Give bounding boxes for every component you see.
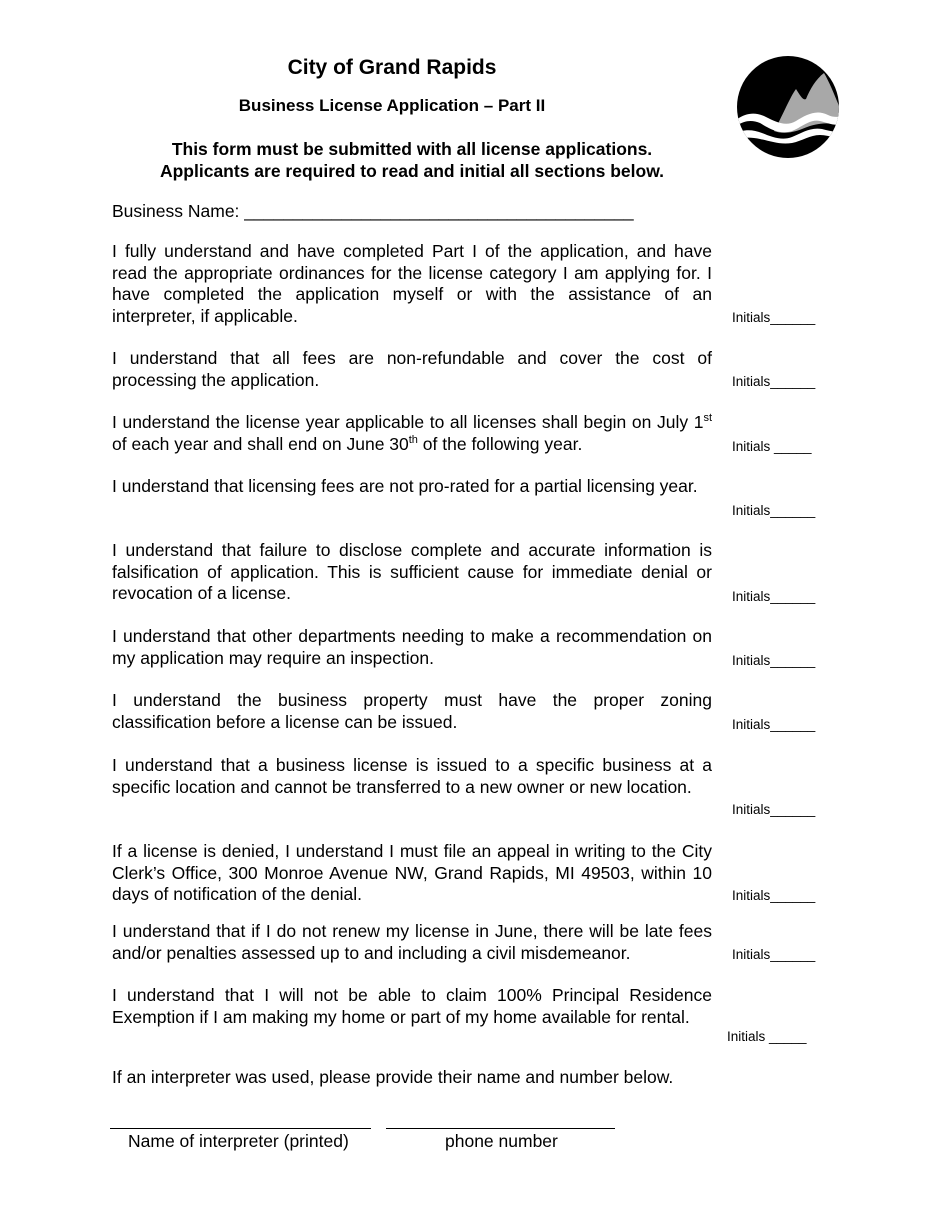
initials-field-5[interactable]: Initials______ bbox=[732, 589, 816, 604]
statement-11: I understand that I will not be able to claim 100% Principal Residence Exemption if I am making my home or part of my home available for rental. bbox=[112, 985, 712, 1027]
initials-field-10[interactable]: Initials______ bbox=[732, 947, 816, 962]
statement-5: I understand that failure to disclose complete and accurate information is falsification of application. This is sufficient cause for immediate denial or revocation of a license. bbox=[112, 540, 712, 603]
initials-field-11[interactable]: Initials _____ bbox=[727, 1029, 807, 1044]
initials-field-6[interactable]: Initials______ bbox=[732, 653, 816, 668]
statement-3-text-a: I understand the license year applicable to all licenses shall begin on July 1 bbox=[112, 412, 704, 432]
statement-10: I understand that if I do not renew my license in June, there will be late fees and/or penalties assessed up to and including a civil misdemeanor. bbox=[112, 921, 712, 963]
statement-3-text-c: of the following year. bbox=[417, 433, 583, 454]
form-subtitle: Business License Application – Part II bbox=[238, 96, 546, 115]
statement-3 bbox=[112, 412, 712, 455]
initials-field-8[interactable]: Initials______ bbox=[732, 802, 816, 817]
statement-9: If a license is denied, I understand I must file an appeal in writing to the City Clerk’s Office, 300 Monroe Avenue NW, Grand Rapids, MI 49503, within 10 days of notification of the denial. bbox=[112, 841, 712, 904]
initials-field-7[interactable]: Initials______ bbox=[732, 717, 816, 732]
initials-field-2[interactable]: Initials______ bbox=[732, 374, 816, 389]
statement-3-sup-th: th bbox=[408, 433, 418, 446]
initials-field-3[interactable]: Initials _____ bbox=[732, 439, 812, 454]
statement-2: I understand that all fees are non-refundable and cover the cost of processing the application. bbox=[112, 348, 712, 390]
statement-3-text-b: of each year and shall end on June 30 bbox=[112, 433, 409, 454]
notice-line-1: This form must be submitted with all license applications. bbox=[171, 139, 653, 159]
statement-8: I understand that a business license is issued to a specific business at a specific location and cannot be transferred to a new owner or new location. bbox=[112, 755, 712, 797]
page-title: City of Grand Rapids bbox=[287, 56, 497, 79]
notice-line-2: Applicants are required to read and initial all sections below. bbox=[159, 161, 665, 181]
initials-field-1[interactable]: Initials______ bbox=[732, 310, 816, 325]
initials-field-9[interactable]: Initials______ bbox=[732, 888, 816, 903]
statement-1: I fully understand and have completed Part I of the application, and have read the appropriate ordinances for the license category I am applying for. I have completed the application myself or with the assistance of an interpreter, if applicable. bbox=[112, 241, 712, 326]
interpreter-phone-label: phone number bbox=[445, 1131, 558, 1151]
business-name-field[interactable]: Business Name: ________________________________________ bbox=[112, 201, 634, 221]
interpreter-note: If an interpreter was used, please provide their name and number below. bbox=[112, 1067, 674, 1087]
interpreter-name-line[interactable] bbox=[110, 1128, 371, 1129]
form-notice bbox=[112, 138, 712, 182]
statement-3-sup-st: st bbox=[703, 412, 712, 425]
statement-7: I understand the business property must have the proper zoning classification before a license can be issued. bbox=[112, 690, 712, 732]
statement-6: I understand that other departments needing to make a recommendation on my application may require an inspection. bbox=[112, 626, 712, 668]
statement-4: I understand that licensing fees are not pro-rated for a partial licensing year. bbox=[112, 476, 698, 496]
city-seal-logo bbox=[736, 55, 840, 159]
interpreter-name-label: Name of interpreter (printed) bbox=[128, 1131, 349, 1151]
interpreter-phone-line[interactable] bbox=[386, 1128, 615, 1129]
initials-field-4[interactable]: Initials______ bbox=[732, 503, 816, 518]
